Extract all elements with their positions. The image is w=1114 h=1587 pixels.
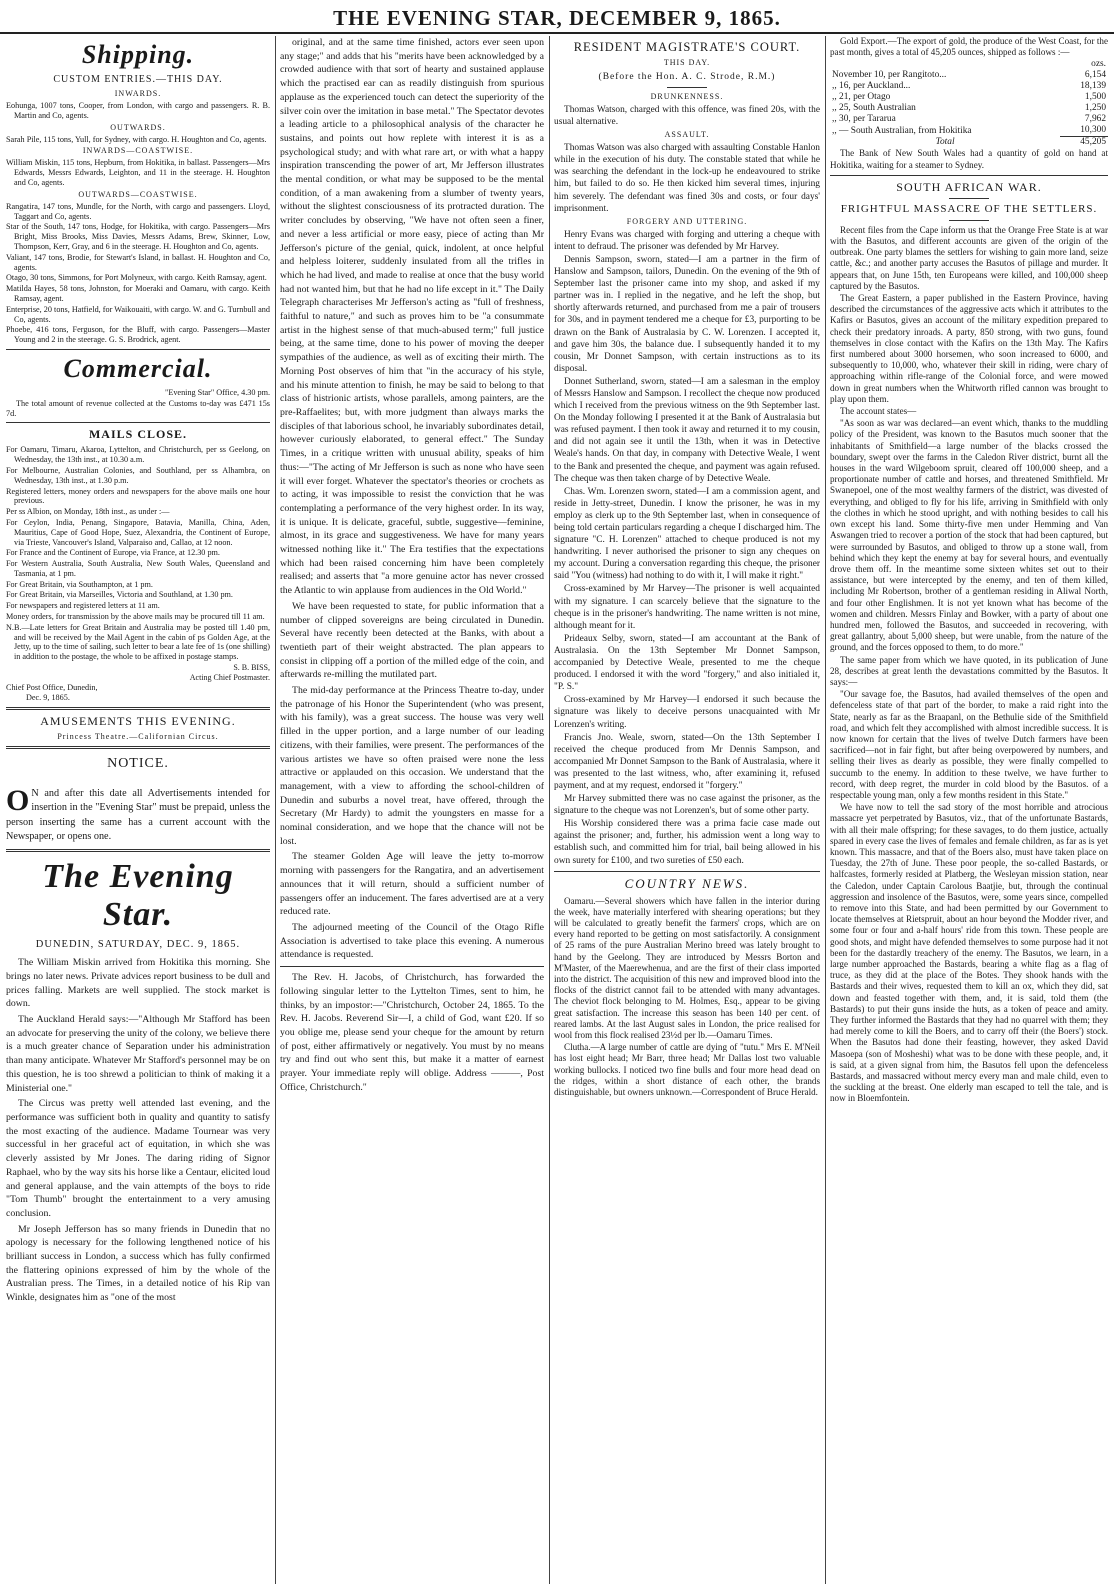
gold-row: ,, 25, South Australian 1,250: [832, 103, 1106, 114]
gold-row: ,, 21, per Otago 1,500: [832, 92, 1106, 103]
divider: [6, 422, 270, 423]
court-paragraph: Cross-examined by Mr Harvey—The prisoner is well acquainted with my signature. I can scarcely believe that the signature to the cheque is in the prisoner's handwriting. The name written is not mine, although meant for it.: [554, 584, 820, 631]
commercial-text: The total amount of revenue collected at the Customs to-day was £471 15s 7d.: [6, 398, 270, 418]
divider: [6, 349, 270, 350]
war-paragraph: "As soon as war was declared—an event which, thanks to the muddling policy of the President, was known to the Basutos much sooner that the inhabitants of Smithfield—a large number of the blacks crossed the boundary, swept over the farms in the Caledon River district, burnt all the houses in the ward Wilgeboom spruit, cleared off 100,000 sheep, and a proportionate number of cattle and horses, and threatened Smithfield. Mr Swanepoel, one of the most wealthy farmers of the district, was divested of everything, and obliged to fly for his life, arriving in Smithfield with only the clothes in which he stood upright, and with nothing besides to call his own except his land. Some thirty-five men under Hemming and Van Aswangen tried to recover a portion of the stock that had been captured, but were surrounded by Basutos, and obliged to throw up a stone wall, from behind which they kept the enemy at bay for several hours, and eventually drove them off. In the meantime some sixteen whites set out to their assistance, but were intercepted by the enemy, and ten of them killed, including Mr Robertson, brother of a gentleman residing in Aliwal North, and four other Englishmen. It is not yet known what has become of the women and children. Messrs Finlay and Bowker, with a party of about one hundred men, followed the Basutos, and succeeded in recovering, with great gallantry, about 5,000 sheep, but were unable, from the nature of the ground, and the forces opposed to them, to do more.": [830, 418, 1108, 653]
mail-entry: For Oamaru, Timaru, Akaroa, Lyttelton, and Christchurch, per ss Geelong, on Wednesday, the 13th inst., at 10.30 a.m.: [6, 445, 270, 465]
notice-heading: NOTICE.: [107, 755, 169, 771]
court-heading: RESIDENT MAGISTRATE'S COURT.: [573, 40, 801, 54]
mails-signature: S. B. BISS,: [233, 663, 270, 673]
gold-export-table: [830, 59, 1108, 148]
mail-entry: For newspapers and registered letters at 11 am.: [6, 601, 160, 611]
court-before: (Before the Hon. A. C. Strode, R.M.): [598, 72, 776, 82]
column-4: [830, 36, 1108, 1582]
article-paragraph: Mr Joseph Jefferson has so many friends in Dunedin that no apology is necessary for the following lengthened notice of his brilliant success in London, a success which has fully confirmed the flattering opinions expressed of him by the whole of the Australian press. The Times, in a detailed notice of his Rip van Winkle, designates him as "one of the most: [6, 1223, 270, 1304]
gold-row: November 10, per Rangitoto... 6,154: [832, 70, 1106, 81]
war-paragraph: Recent files from the Cape inform us that the Orange Free State is at war with the Basutos, and different accounts are given of the origin of the outbreak. One party blames the settlers for wishing to gain more land, seize cattle, &c.; and another party accuses the Basutos of pillage and murder. It appears that, on June 15th, ten Europeans were killed, and 100,000 sheep captured by the Basutos.: [830, 224, 1108, 291]
article-paragraph: The mid-day performance at the Princess Theatre to-day, under the patronage of his Honor the Superintendent (who was present, with his family), was a great success. The house was very well filled in the upper portion, and a large number of our leading citizens, with their families, were present. The performances of the various artistes we have so often praised were none the less attractive or applauded on this occasion. We understand that the management, with a view to affording the school-children of Dunedin and suburbs a novel treat, have offered, through the Secretary (Mr Hardy) to admit the youngsters en masse for a nominal consideration, and we hope that the chance will not be lost.: [280, 685, 544, 847]
court-paragraph: His Worship considered there was a prima facie case made out against the prisoner; and, further, his admission went a long way to establish such, and committed him for trial, bail being allowed in his own surety for £100, and two sureties of £50 each.: [554, 819, 820, 866]
paper-title: The Evening Star.: [42, 857, 234, 933]
forgery-heading: FORGERY AND UTTERING.: [626, 216, 748, 226]
divider: [6, 707, 270, 710]
mail-entry: For Ceylon, India, Penang, Singapore, Batavia, Manilla, China, Aden, Mauritius, Cape of Good Hope, Suez, Alexandria, the Continent of Europe, via Trieste, Vancouver's Island, Valparaiso and, Callao, at 12 noon.: [6, 517, 270, 547]
article-paragraph: original, and at the same time finished, actors ever seen upon any stage;" and adds that his "merits have been acknowledged by a crowded audience with that sort of hearty and sustained applause which the practised ear can as readily distinguish from spurious applause as the experienced touch can detect the superiority of the silver coin over the imitation in base metal." The Spectator devotes a leading article to a philosophical analysis of the character he sustains, and points out how replete with interest it is as a psychological study; and with what rare art, or with what a happy inspiration transcending the power of art, Mr Jefferson illustrates the mental condition, or what may be supposed to be the mental condition, of a man awakening from a slumber of twenty years, without the slightest consciousness of its protracted duration. The writer concludes by observing, "We have not often seen a finer, and never a less artificial or more easy, piece of acting than Mr Jefferson's picture of the genial, quick, indolent, at once helpful and helpless loiterer, suddenly insulated from all the trifles in which he had lived, and made to realise at once that the busy world had not wanted him, but that he had no life except in it." The Daily Telegraph characterises Mr Jefferson's acting as "full of freshness, faithful to nature," and such as proves him to be "a consummate artist in the highest sense of that much-abused term;" full justice being, at the same time, done to his power of moving the deeper sympathies of the audience, as well as of exciting their mirth. The Morning Post observes of him that "in the accuracy of his style, and his minute attention to finish, he may be said to belong to that class of histrionic artists, whose parallels, among painters, are the pre-Raffaelites; but, with more judgment than always marks the disciples of that laborious school, he invariably subordinates detail, however curiously elaborated, to general effect." The Sunday Times, in a critique written with unusual ability, speaks of him thus:—"The acting of Mr Jefferson is such as none who have seen it will ever forget. Whatever the spectator's theories or crochets as to acting, it was impossible to resist the conviction that he was contemplating a performance of the very highest order. In its way, it is unique. It is delicate, graceful, subtle, suggestive—feminine, almost, in its grace and suggestiveness. We have for many years witnessed nothing like it." The Era testifies that the expectations which had been raised concerning him have been completely realised; and asserts that "a more genuine actor has never crossed the Atlantic to win applause from audiences in the Old World.": [280, 37, 544, 597]
commercial-office: "Evening Star" Office, 4.30 pm.: [165, 387, 270, 397]
country-news-heading: COUNTRY NEWS.: [624, 875, 750, 891]
war-paragraph: We have now to tell the sad story of the most horrible and atrocious massacre yet perpetrated by Basutos, viz., that of the unfortunate Bastards, with all their male offspring; for these savages, to do them justice, actually spared in every case the lives of females and female children, as far as is yet known. This massacre, and that of the Boers also, must have taken place on Tuesday, the 27th of June. These poor people, the so-called Bastards, or halfcastes, formerly resided at Platberg, the Wesleyan mission station, near the Caledon, under Captain Carolous Baatjie, but, through the continual aggression and insolence of the Basutos, were, some years since, compelled to remove into this State, and had been permitted by our Government to locate themselves at Rietspruit, about an hour beyond the Modder river, and some four or four and a-half hours' ride from this town. These people are good shots, and might have defended themselves to some purpose had it not been for the dastardly treachery of the enemy. The Basutos, we learn, in a large number approached the Bastards, bearing a white flag as a flag of truce, as they did at the place of the Botes. They shook hands with the Bastards and their wives, requested them to kill an ox, which they did, sat down and feasted together with them, and, it is said, told them (the Bastards) to put their guns inside the huts, as a token of peace and amity. They further informed the Bastards that they had no quarrel with them; they had merely come to kill the Boers, and to carry off their (the Boers') stock. When the Basutos had done their feasting, however, they asked David Masoepa (son of Mosheshi) what was to be done with these people, and, it is said, at a given signal from him, the Basutos fell upon the defenceless Bastards, and massacred without mercy every man and male child, even to the suckling at the breast. One elderly man escaped to tell the tale, and is now in Bloemfontein.: [830, 802, 1108, 1104]
mails-heading: MAILS CLOSE.: [88, 427, 188, 442]
notice-dropcap: O: [6, 783, 30, 817]
article-paragraph: The Circus was pretty well attended last evening, and the performance was sufficient both in quality and quantity to satisfy the most exacting of the audience. Madame Tournear was very successful in her graceful act of equitation, in which she was cleverly assisted by Mr Jones. The daring riding of Signor Raphael, who by the way sits his horse like a Centaur, elicited loud and general applause, and the vain attempts of the boys to ride "Tom Thumb" brought the entertainment to a very amusing conclusion.: [6, 1098, 270, 1219]
shipping-entry: Sarah Pile, 115 tons, Yull, for Sydney, with cargo. H. Houghton and Co, agents.: [6, 134, 267, 144]
divider: [554, 871, 820, 872]
gold-row: ,, 30, per Tararua 7,962: [832, 114, 1106, 125]
customs-heading: CUSTOM ENTRIES.—THIS DAY.: [53, 74, 223, 85]
masthead: THE EVENING STAR, DECEMBER 9, 1865.: [0, 0, 1114, 34]
gold-row: ,, 16, per Auckland... 18,139: [832, 81, 1106, 92]
article-paragraph: The Rev. H. Jacobs, of Christchurch, has forwarded the following singular letter to the Lyttelton Times, sent to him, he thinks, by an impostor:—"Christchurch, October 24, 1865. To the Rev. H. Jacobs. Reverend Sir—I, a child of God, want £20. If so you oblige me, please send your cheque for the amount by return of post, either affirmatively or negatively. You must by no means try and find out who sent this, but make it a matter of earnest prayer. Your immediate reply will oblige. Address ———, Post Office, Christchurch.": [280, 972, 544, 1093]
drunk-heading: DRUNKENNESS.: [650, 92, 724, 101]
court-paragraph: Henry Evans was charged with forging and uttering a cheque with intent to defraud. The prisoner was defended by Mr Harvey.: [554, 229, 820, 252]
war-paragraph: The account states—: [840, 406, 917, 417]
country-paragraph: Clutha.—A large number of cattle are dying of "tutu." Mrs E. M'Neil has lost eight head; Mr Barr, three head; Mr Dallas lost two valuable working bullocks. I noticed two fine bulls and four more head dead on the ridges, within a short distance of each other, the brands distinguishable, but owners unknown.—Correspondent of Bruce Herald.: [554, 1042, 820, 1098]
mail-entry: N.B.—Late letters for Great Britain and Australia may be posted till 1.40 pm, and will be received by the Mail Agent in the cabin of ps Golden Age, at the Jetty, up to the time of sailing, such letter to bear a late fee of 1s (one shilling) in addition to the postage, the whole to be affixed in postage stamps.: [6, 622, 270, 662]
court-paragraph: Chas. Wm. Lorenzen sworn, stated—I am a commission agent, and reside in Jetty-street, Dunedin. I know the prisoner, he was in my employ as clerk up to the 9th September last, when in consequence of being told certain particulars regarding a cheque I discharged him. The signature "C. H. Lorenzen" attached to cheque produced is not my handwriting. I never authorised the prisoner to sign any cheques on my account. During a conversation regarding this cheque, the prisoner said "You (witness) had nothing to do with it, I will make it right.": [554, 486, 820, 582]
court-paragraph: Francis Jno. Weale, sworn, stated—On the 13th September I received the cheque produced from Mr Dennis Sampson, and accompanied Mr Donnet Sampson to the Bank of Australasia, where it was presented to the last witness, who, after examining it, refused payment, and at my request, endorsed it "forgery.": [554, 732, 820, 791]
divider: [949, 220, 989, 221]
article-paragraph: The steamer Golden Age will leave the jetty to-morrow morning with passengers for the Rangatira, and an advertisement announces that it will return, should a sufficient number of passengers offer an inducement. The fares advertised are at a very reduced rate.: [280, 851, 544, 918]
column-rule: [275, 36, 276, 1584]
divider: [667, 87, 707, 88]
assault-heading: ASSAULT.: [664, 130, 710, 140]
shipping-entry: Otago, 30 tons, Simmons, for Port Molyneux, with cargo. Keith Ramsay, agent.: [6, 273, 267, 283]
shipping-entry: Phoebe, 416 tons, Ferguson, for the Bluff, with cargo. Passengers—Master Young and 2 in the steerage. G. S. Brodrick, agent.: [6, 325, 270, 345]
notice-text: [6, 783, 270, 845]
mails-signature-title: Acting Chief Postmaster.: [189, 673, 270, 683]
shipping-entry: Enterprise, 20 tons, Hatfield, for Waikouaiti, with cargo. W. and G. Turnbull and Co, agents.: [6, 304, 270, 324]
shipping-entry: Eohunga, 1007 tons, Cooper, from London, with cargo and passengers. R. B. Martin and Co, agents.: [6, 101, 270, 120]
shipping-entry: Matilda Hayes, 58 tons, Johnston, for Moeraki and Oamaru, with cargo. Keith Ramsay, agent.: [6, 284, 270, 303]
article-paragraph: The adjourned meeting of the Council of the Otago Rifle Association is advertised to take place this evening. A numerous attendance is requested.: [280, 922, 544, 961]
outwards-coast-label: OUTWARDS—COASTWISE.: [78, 189, 198, 199]
court-paragraph: Thomas Watson, charged with this offence, was fined 20s, with the usual alternative.: [554, 105, 820, 128]
column-2: [280, 36, 544, 1582]
war-heading: SOUTH AFRICAN WAR.: [896, 179, 1042, 194]
court-paragraph: Dennis Sampson, sworn, stated—I am a partner in the firm of Hanslow and Sampson, tailors, Dunedin. On the evening of the 9th of September last the prisoner came into my shop, and asked if my partner was in. I replied in the negative, and he left the shop, but shortly afterwards returned, and purchased from me a pair of trousers for 30s, and in payment tendered me a cheque for £3, purporting to be drawn on the Bank of Australasia by C. W. Lorenzen. I accepted it, and gave him 30s, the balance due. I subsequently handed it to my cousin, Mr Donnet Sampson, with certain instructions as to its disposal.: [554, 254, 820, 374]
gold-row: ,, — South Australian, from Hokitika 10,300: [832, 125, 1106, 136]
court-paragraph: Prideaux Selby, sworn, stated—I am accountant at the Bank of Australasia. On the 13th September Mr Donnet Sampson, accompanied by Detective Weale, presented to me the cheque produced. I endorsed it with the word "forgery," and also initialed it, "P. S.": [554, 633, 820, 693]
country-paragraph: Oamaru.—Several showers which have fallen in the interior during the week, have materially interfered with shearing operations; but they will be calculated to greatly benefit the farmers' crops, which are on every hand reported to be getting on most satisfactorily. A consignment of 25 rams of the pure Australian Merino breed was lately brought to hand by the Geelong. They are introduced by Messrs Borton and M'Master, of the Maerewhenua, and are the first of their class imported into the district. The acquisition of this new and improved blood into the flocks of the district cannot fail to be attended with many advantages. The cheviot flock belonging to M. Holmes, Esq., appear to be giving great satisfaction. The increase this season has been 140 per cent. of reared lambs. At the last August sales in London, the price realised for wool from this flock realised 23½d per lb.—Oamaru Times.: [554, 895, 820, 1041]
mail-entry: For Great Britain, via Marseilles, Victoria and Southland, at 1.30 pm.: [6, 590, 233, 600]
court-paragraph: Donnet Sutherland, sworn, stated—I am a salesman in the employ of Messrs Hanslow and Sampson. I recollect the cheque now produced which I received from the previous witness on the 9th September last. On the Monday following I presented it at the Bank of Australasia but was refused payment. I then took it away and returned it to my cousin, and did not again see it until the 13th, when it was in Detective Weale's hands. On that day, in company with Detective Weale, I went to the Bank and presented the cheque, and payment was again refused. The cheque was then taken charge of by Detective Weale.: [554, 376, 820, 484]
mail-entry: Money orders, for transmission by the above mails may be procured till 11 am.: [6, 612, 265, 622]
divider: [6, 849, 270, 852]
massacre-heading: FRIGHTFUL MASSACRE OF THE SETTLERS.: [840, 202, 1098, 215]
column-rule: [549, 36, 550, 1584]
outwards-label: OUTWARDS.: [110, 122, 166, 132]
divider: [6, 746, 270, 749]
gold-total-row: Total 45,205: [935, 137, 1106, 148]
shipping-entry: Star of the South, 147 tons, Hodge, for Hokitika, with cargo. Passengers—Mrs Bright, Miss Brooks, Miss Davies, Messrs Adams, Brew, Skinner, Low, Thompson, Kerr, Gray, and 6 in the steerage. H. Houghton and Co, agents.: [6, 222, 270, 251]
mail-entry: For France and the Continent of Europe, via France, at 12.30 pm.: [6, 548, 220, 558]
column-1: [6, 36, 270, 1582]
article-paragraph: The Auckland Herald says:—"Although Mr Stafford has been an advocate for preserving the unity of the colony, we believe there is a much greater chance of Separation under his administration than many anticipate. Whatever Mr Stafford's personnel may be on this question, he is too shrewd a politician to think of making it a Ministerial one.": [6, 1014, 270, 1094]
inwards-coast-label: INWARDS—COASTWISE.: [82, 146, 194, 156]
mails-office: Chief Post Office, Dunedin,: [6, 683, 98, 693]
court-paragraph: Thomas Watson was also charged with assaulting Constable Hanlon while in the execution of his duty. The constable stated that while he was searching the defendant in the lock-up he endeavoured to strike him, but failed to do so. He then kicked him several times, injuring him severely. The defendant was fined 30s and costs, or four days' imprisonment.: [554, 143, 820, 214]
gold-unit: ozs.: [1091, 59, 1106, 70]
column-3: [554, 36, 820, 1582]
gold-intro: Gold Export.—The export of gold, the produce of the West Coast, for the past month, gives a total of 45,205 ounces, shipped as follows :—: [830, 36, 1108, 58]
war-paragraph: The Great Eastern, a paper published in the Eastern Province, having described the circumstances of the aggressive acts which it attributes to the Kafirs or Basutos, gives an account of the military expedition prepared to check their predatory inroads. A party, 850 strong, with two guns, found themselves in close contact with the Kafirs on the 13th May. The Kafirs first numbered about 3000 horsemen, who soon increased to 6000, and subsequently to 10,000, who, whatever their skill in riding, were chary of approaching within rifle-range of the Colonial force, and were mowed down in great numbers when the Whitworth rifled cannon was brought to play upon them.: [830, 293, 1108, 404]
mails-date: Dec. 9, 1865.: [26, 692, 70, 702]
mail-entry: For Western Australia, South Australia, New South Wales, Queensland and Tasmania, at 1 pm.: [6, 559, 270, 578]
article-paragraph: The William Miskin arrived from Hokitika this morning. She brings no later news. Private advices report business to be dull and prices falling. Markets are well supplied. The stock market is down.: [6, 957, 270, 1010]
mail-entry: For Great Britain, via Southampton, at 1 pm.: [6, 579, 153, 589]
notice-body: N and after this date all Advertisements intended for insertion in the "Evening Star" must be prepaid, unless the person inserting the same has a current account with the Newspaper, or opens one.: [6, 787, 270, 843]
divider: [949, 198, 989, 199]
war-paragraph: "Our savage foe, the Basutos, had availed themselves of the open and defenceless state of that part of the border, to make a raid right into the State, nearly as far as the Braapanl, on the Bethulie side of the Smithfield road, and which felt they accomplished with almost incredible success. It is now known for certain that the lives of twelve Dutch farmers have been sacrificed—not in fair fight, but after being overpowered by numbers, and selling their lives as dearly as possible, they were finally compelled to succumb to the enemy. In addition to these twelve, we have further to record, with deep regret, the murder in cold blood by the Basutos. of a respectable young man, only a few months resident in this State.": [830, 689, 1108, 800]
court-paragraph: Mr Harvey submitted there was no case against the prisoner, as the signature to the cheque was not Lorenzen's, but of some other party.: [554, 794, 820, 817]
shipping-entry: Rangatira, 147 tons, Mundle, for the North, with cargo and passengers. Lloyd, Taggart and Co, agents.: [6, 201, 270, 221]
amusements-text: Princess Theatre.—Californian Circus.: [57, 731, 219, 741]
shipping-entry: Valiant, 147 tons, Brodie, for Stewart's Island, in ballast. H. Houghton and Co, agents.: [6, 252, 270, 272]
war-paragraph: The same paper from which we have quoted, in its publication of June 28, describes at great lenth the devastations committed by the Basutos. It says:—: [830, 654, 1108, 687]
mail-entry: Per ss Albion, on Monday, 18th inst., as under :—: [6, 507, 170, 517]
divider: [830, 175, 1108, 176]
column-rule: [825, 36, 826, 1584]
shipping-entry: William Miskin, 115 tons, Hepburn, from Hokitika, in ballast. Passengers—Mrs Edwards, Messrs Edwards, Leighton, and 11 in the steerage. H. Houghton and Co, agents.: [6, 158, 270, 187]
mail-entry: For Melbourne, Australian Colonies, and Southland, per ss Alhambra, on Wednesday, 13th inst., at 1.30 p.m.: [6, 465, 270, 485]
article-paragraph: We have been requested to state, for public information that a number of clipped sovereigns are being circulated in Dunedin. Several have recently been detected at the Banks, with about a twentieth part of their weight abstracted. The plan appears to consist in clipping off a portion of the milled edge of the coin, and afterwards re-milling the mutilated part.: [280, 600, 544, 681]
dateline: DUNEDIN, SATURDAY, DEC. 9, 1865.: [35, 938, 241, 950]
inwards-label: INWARDS.: [114, 89, 162, 98]
mail-entry: Registered letters, money orders and newspapers for the above mails one hour previous.: [6, 486, 270, 506]
gold-outro: The Bank of New South Wales had a quantity of gold on hand at Hokitika, waiting for a steamer to Sydney.: [830, 148, 1108, 170]
commercial-heading: Commercial.: [63, 353, 213, 383]
divider: [280, 966, 544, 967]
court-paragraph: Cross-examined by Mr Harvey—I endorsed it such because the signature was likely to deceive persons unacquainted with Mr Lorenzen's writing.: [554, 695, 820, 730]
amusements-heading: AMUSEMENTS THIS EVENING.: [40, 713, 236, 728]
court-day: THIS DAY.: [663, 58, 711, 67]
shipping-heading: Shipping.: [81, 40, 195, 69]
